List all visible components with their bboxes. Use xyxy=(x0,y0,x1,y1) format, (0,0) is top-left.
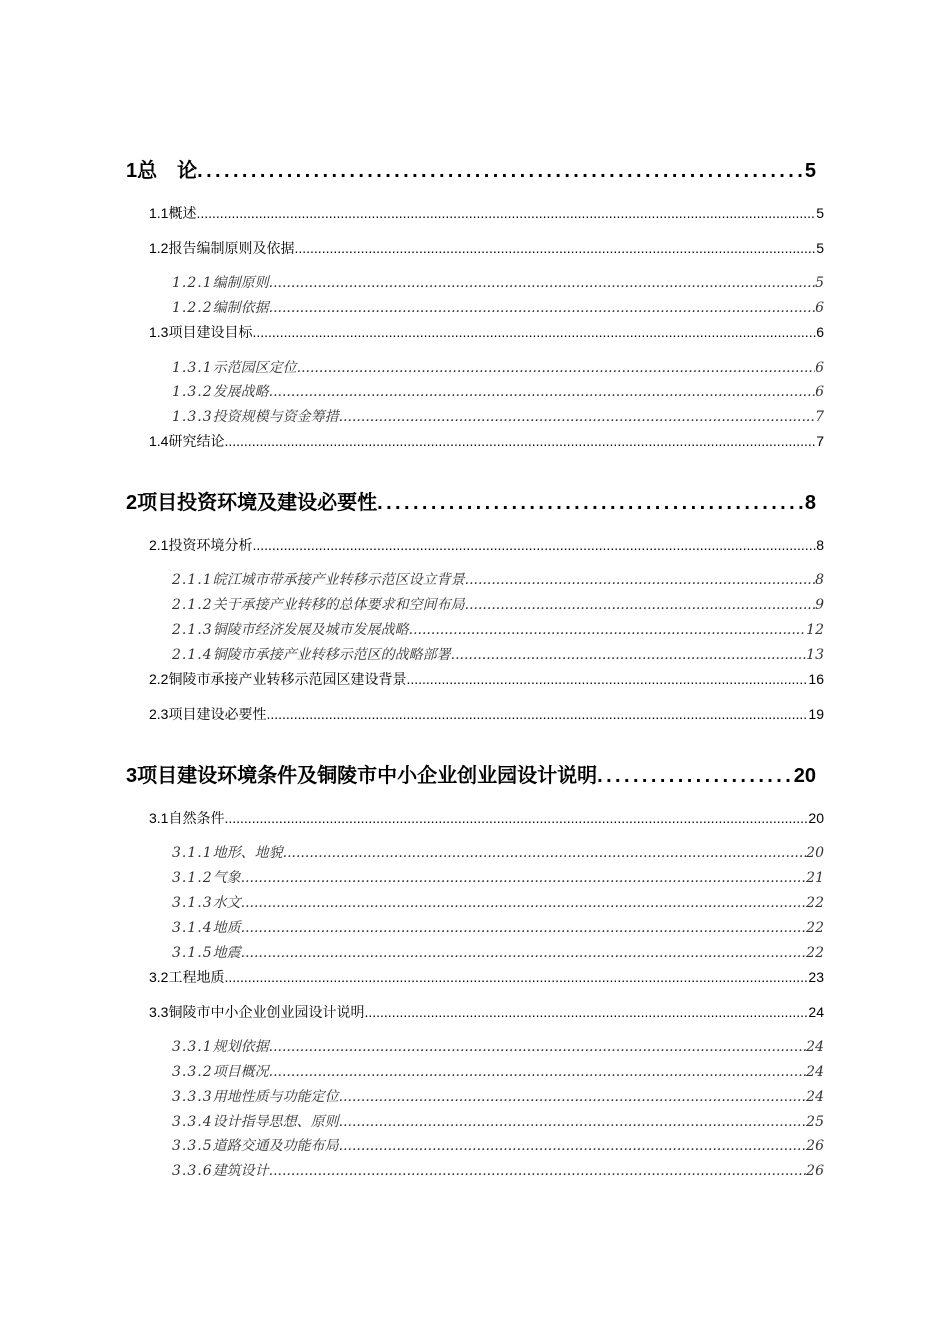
toc-page: 5 xyxy=(815,275,824,291)
toc-subsection-1-2-1[interactable] xyxy=(172,272,824,292)
toc-section-2-1[interactable] xyxy=(149,535,824,555)
toc-subsection-2-1-1[interactable] xyxy=(172,569,824,589)
toc-subsection-3-3-6[interactable] xyxy=(172,1160,824,1180)
dot-leader xyxy=(252,537,816,553)
dot-leader xyxy=(269,300,815,316)
toc-subsection-3-3-1[interactable] xyxy=(172,1036,824,1056)
toc-subsection-3-3-5[interactable] xyxy=(172,1135,824,1155)
toc-number: 3.3.2 xyxy=(172,1064,213,1080)
dot-leader xyxy=(269,384,815,400)
toc-number: 1 xyxy=(126,160,138,182)
dot-leader xyxy=(409,622,807,638)
toc-number: 3.1.5 xyxy=(172,945,213,961)
toc-page: 24 xyxy=(806,1039,824,1055)
toc-page: 24 xyxy=(806,1089,824,1105)
dot-leader xyxy=(269,1039,807,1055)
dot-leader xyxy=(197,160,803,183)
toc-number: 1.3.1 xyxy=(172,360,213,376)
dot-leader xyxy=(339,1114,807,1130)
toc-number: 2.2 xyxy=(149,671,169,687)
toc-section-2-3[interactable] xyxy=(149,704,824,724)
dot-leader xyxy=(597,765,792,788)
toc-number: 2.1.3 xyxy=(172,622,213,638)
toc-title: 项目建设目标 xyxy=(168,324,253,340)
toc-title: 铜陵市中小企业创业园设计说明 xyxy=(168,1004,365,1020)
toc-chapter-1[interactable] xyxy=(126,154,816,183)
toc-section-1-2[interactable] xyxy=(149,238,824,258)
toc-number: 1.4 xyxy=(149,433,169,449)
toc-page: 12 xyxy=(806,622,824,638)
toc-page: 8 xyxy=(816,537,824,553)
dot-leader xyxy=(465,597,815,613)
dot-leader xyxy=(283,845,807,861)
toc-number: 1.3 xyxy=(149,324,169,340)
toc-title: 投资规模与资金筹措 xyxy=(212,409,339,425)
dot-leader xyxy=(377,492,803,515)
toc-title: 道路交通及功能布局 xyxy=(212,1138,339,1154)
toc-title: 设计指导思想、原则 xyxy=(212,1114,339,1130)
toc-title: 铜陵市承接产业转移示范园区建设背景 xyxy=(168,671,407,687)
toc-subsection-2-1-3[interactable] xyxy=(172,619,824,639)
toc-subsection-1-3-1[interactable] xyxy=(172,357,824,377)
toc-page: 9 xyxy=(815,597,824,613)
toc-title: 项目建设必要性 xyxy=(168,706,267,722)
toc-section-1-4[interactable] xyxy=(149,431,824,451)
toc-page: 20 xyxy=(793,765,816,787)
toc-section-2-2[interactable] xyxy=(149,669,824,689)
toc-number: 1.2 xyxy=(149,240,169,256)
toc-title: 示范园区定位 xyxy=(212,360,297,376)
toc-title: 项目概况 xyxy=(212,1064,269,1080)
toc-subsection-3-1-4[interactable] xyxy=(172,917,824,937)
toc-number: 1.1 xyxy=(149,205,169,221)
toc-page: 7 xyxy=(816,433,824,449)
toc-number: 2.1 xyxy=(149,537,169,553)
toc-page: 16 xyxy=(808,671,824,687)
toc-title: 皖江城市带承接产业转移示范区设立背景 xyxy=(212,572,465,588)
toc-title: 项目建设环境条件及铜陵市中小企业创业园设计说明 xyxy=(137,765,598,787)
toc-title: 用地性质与功能定位 xyxy=(212,1089,339,1105)
toc-page: 5 xyxy=(816,240,824,256)
toc-page: 6 xyxy=(815,384,824,400)
dot-leader xyxy=(294,240,816,256)
toc-page: 22 xyxy=(806,920,824,936)
toc-title: 地形、地貌 xyxy=(212,845,283,861)
toc-subsection-3-1-3[interactable] xyxy=(172,892,824,912)
toc-title: 自然条件 xyxy=(168,810,225,826)
dot-leader xyxy=(269,1064,807,1080)
toc-title: 水文 xyxy=(212,895,241,911)
toc-title: 气象 xyxy=(212,870,241,886)
toc-page: 23 xyxy=(808,969,824,985)
toc-page: 19 xyxy=(808,706,824,722)
toc-page: 20 xyxy=(808,810,824,826)
toc-subsection-3-3-4[interactable] xyxy=(172,1111,824,1131)
toc-subsection-1-3-2[interactable] xyxy=(172,381,824,401)
dot-leader xyxy=(241,945,807,961)
toc-number: 2.1.1 xyxy=(172,572,213,588)
dot-leader xyxy=(241,870,807,886)
toc-title: 铜陵市承接产业转移示范区的战略部署 xyxy=(212,647,451,663)
toc-chapter-2[interactable] xyxy=(126,486,816,515)
toc-subsection-3-3-2[interactable] xyxy=(172,1061,824,1081)
toc-number: 2 xyxy=(126,492,138,514)
toc-subsection-2-1-4[interactable] xyxy=(172,644,824,664)
toc-section-3-3[interactable] xyxy=(149,1002,824,1022)
toc-page: 8 xyxy=(815,572,824,588)
toc-title: 地震 xyxy=(212,945,241,961)
dot-leader xyxy=(224,969,808,985)
toc-title: 规划依据 xyxy=(212,1039,269,1055)
toc-page: 24 xyxy=(808,1004,824,1020)
dot-leader xyxy=(297,360,815,376)
toc-title: 总 论 xyxy=(137,160,198,182)
toc-subsection-3-3-3[interactable] xyxy=(172,1086,824,1106)
toc-section-3-2[interactable] xyxy=(149,967,824,987)
toc-title: 研究结论 xyxy=(168,433,225,449)
toc-page: 25 xyxy=(806,1114,824,1130)
dot-leader xyxy=(269,275,815,291)
dot-leader xyxy=(339,1089,807,1105)
toc-title: 工程地质 xyxy=(168,969,225,985)
toc-number: 3.1.4 xyxy=(172,920,213,936)
toc-number: 3.3.6 xyxy=(172,1163,213,1179)
toc-number: 2.1.4 xyxy=(172,647,213,663)
dot-leader xyxy=(266,706,808,722)
toc-subsection-3-1-2[interactable] xyxy=(172,867,824,887)
toc-number: 3.1.1 xyxy=(172,845,213,861)
toc-page: 13 xyxy=(806,647,824,663)
toc-title: 投资环境分析 xyxy=(168,537,253,553)
dot-leader xyxy=(224,433,816,449)
toc-page: 22 xyxy=(806,895,824,911)
toc-subsection-3-1-1[interactable] xyxy=(172,842,824,862)
dot-leader xyxy=(451,647,807,663)
toc-page: 22 xyxy=(806,945,824,961)
dot-leader xyxy=(252,324,816,340)
toc-number: 3.3.5 xyxy=(172,1138,213,1154)
dot-leader xyxy=(241,895,807,911)
toc-number: 3.1.3 xyxy=(172,895,213,911)
toc-page: 6 xyxy=(815,300,824,316)
toc-page: 6 xyxy=(816,324,824,340)
dot-leader xyxy=(241,920,807,936)
toc-page: 24 xyxy=(806,1064,824,1080)
toc-number: 1.2.1 xyxy=(172,275,213,291)
toc-number: 3 xyxy=(126,765,138,787)
toc-page: 26 xyxy=(806,1138,824,1154)
toc-section-1-1[interactable] xyxy=(149,203,824,223)
toc-page: 6 xyxy=(815,360,824,376)
toc-title: 发展战略 xyxy=(212,384,269,400)
toc-page: 20 xyxy=(806,845,824,861)
toc-section-3-1[interactable] xyxy=(149,808,824,828)
dot-leader xyxy=(465,572,815,588)
toc-number: 3.2 xyxy=(149,969,169,985)
toc-number: 2.1.2 xyxy=(172,597,213,613)
toc-number: 3.1.2 xyxy=(172,870,213,886)
toc-title: 编制原则 xyxy=(212,275,269,291)
toc-page: 7 xyxy=(815,409,824,425)
toc-chapter-3[interactable] xyxy=(126,759,816,788)
toc-number: 3.3.4 xyxy=(172,1114,213,1130)
toc-title: 报告编制原则及依据 xyxy=(168,240,295,256)
dot-leader xyxy=(196,205,816,221)
toc-page: 21 xyxy=(806,870,824,886)
dot-leader xyxy=(339,409,815,425)
toc-page: 8 xyxy=(804,492,816,514)
dot-leader xyxy=(406,671,808,687)
toc-number: 3.1 xyxy=(149,810,169,826)
toc-title: 编制依据 xyxy=(212,300,269,316)
toc-title: 地质 xyxy=(212,920,241,936)
toc-subsection-2-1-2[interactable] xyxy=(172,594,824,614)
toc-page: 5 xyxy=(816,205,824,221)
toc-title: 关于承接产业转移的总体要求和空间布局 xyxy=(212,597,465,613)
toc-number: 1.3.2 xyxy=(172,384,213,400)
toc-number: 3.3.1 xyxy=(172,1039,213,1055)
dot-leader xyxy=(269,1163,807,1179)
toc-number: 3.3 xyxy=(149,1004,169,1020)
toc-subsection-3-1-5[interactable] xyxy=(172,942,824,962)
dot-leader xyxy=(339,1138,807,1154)
toc-title: 项目投资环境及建设必要性 xyxy=(137,492,378,514)
toc-number: 1.3.3 xyxy=(172,409,213,425)
toc-number: 3.3.3 xyxy=(172,1089,213,1105)
toc-page: 5 xyxy=(804,160,816,182)
dot-leader xyxy=(364,1004,808,1020)
toc-title: 建筑设计 xyxy=(212,1163,269,1179)
toc-number: 1.2.2 xyxy=(172,300,213,316)
toc-title: 概述 xyxy=(168,205,197,221)
toc-page: 26 xyxy=(806,1163,824,1179)
toc-title: 铜陵市经济发展及城市发展战略 xyxy=(212,622,409,638)
toc-subsection-1-2-2[interactable] xyxy=(172,297,824,317)
dot-leader xyxy=(224,810,808,826)
toc-subsection-1-3-3[interactable] xyxy=(172,406,824,426)
toc-section-1-3[interactable] xyxy=(149,322,824,342)
toc-number: 2.3 xyxy=(149,706,169,722)
